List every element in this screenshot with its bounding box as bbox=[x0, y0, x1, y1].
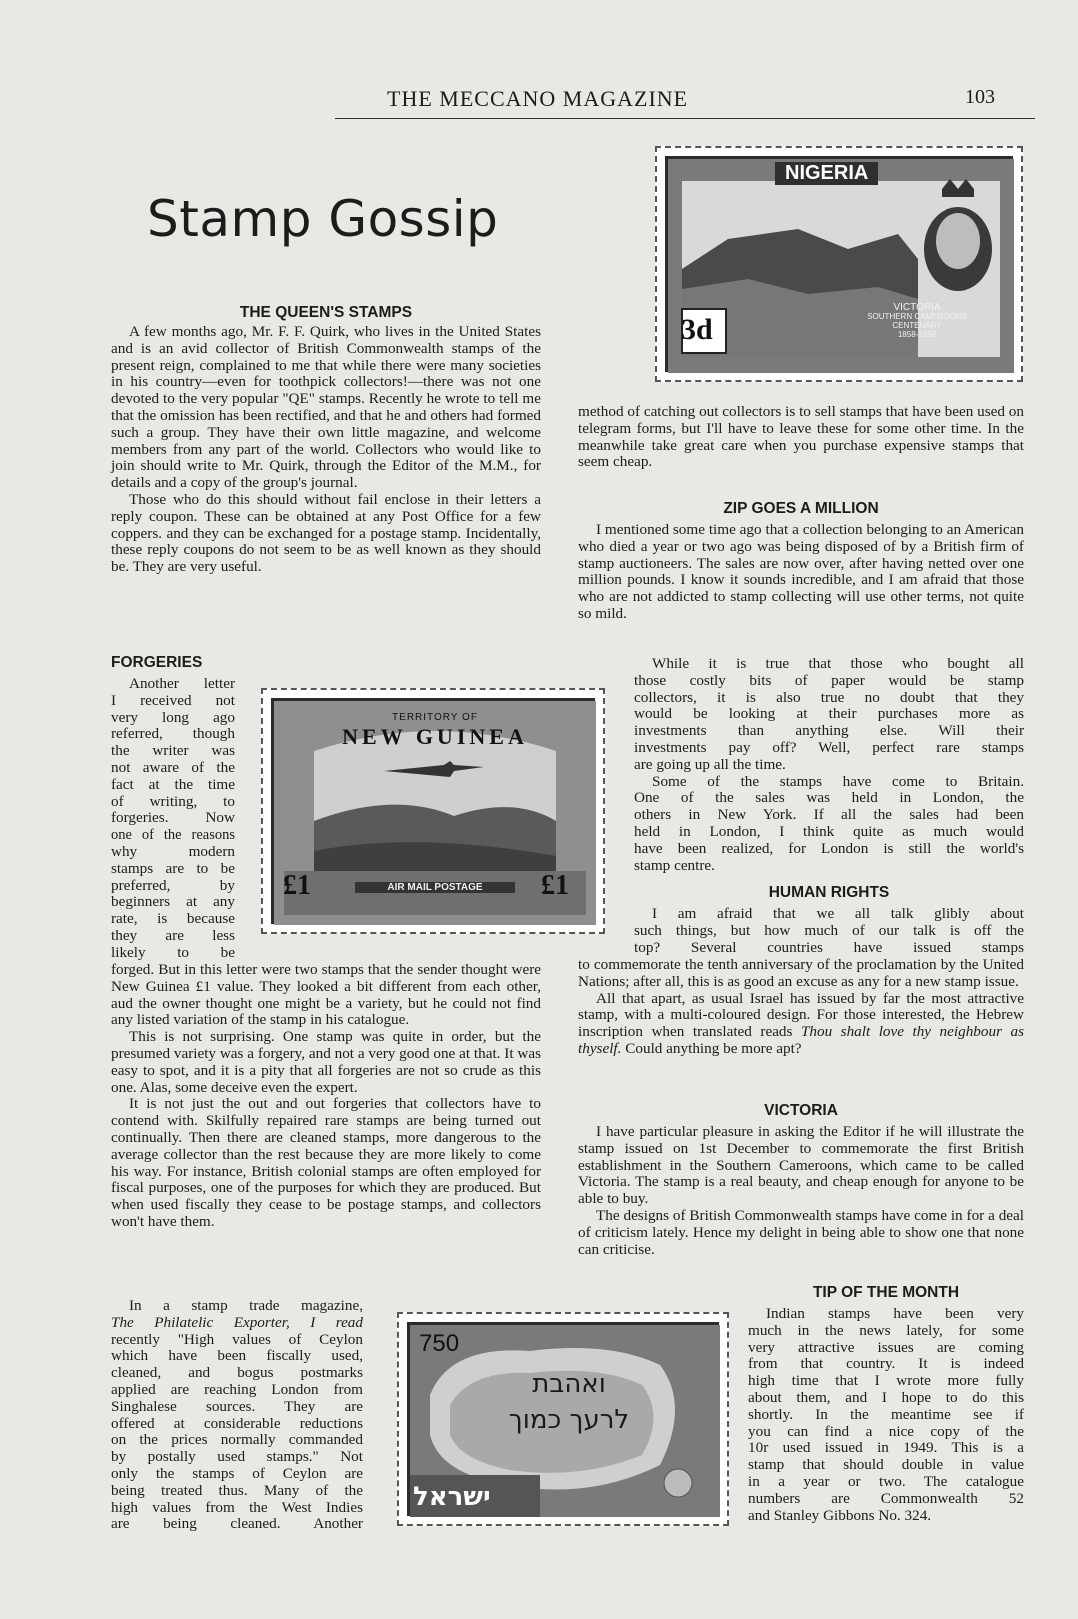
new-guinea-stamp-image bbox=[261, 688, 605, 934]
human-rights-wrap-text: I am afraid that we all talk glibly about such things, but how much of our talk is off the top? Several countries have issued stamps bbox=[634, 905, 1024, 956]
heading-tip-of-the-month: TIP OF THE MONTH bbox=[812, 1284, 960, 1301]
paragraph: A few months ago, Mr. F. F. Quirk, who lives in the United States and is an avid collector of British Commonwealth stamps of the present reign, complained to me that while there were many societies in his country—even for toothpick collectors!—there was not one devoted to the very popular "QE" stamps. Recently he wrote to tell me that the omission has been rectified, and that he and others had formed such a group. They have their own little magazine, and welcome members from any part of the world. Collectors who would like to join should write to Mr. Quirk, through the Editor of the M.M., for details and a copy of the group's journal. bbox=[111, 323, 541, 492]
heading-queens-stamps: THE QUEEN'S STAMPS bbox=[239, 304, 413, 321]
victoria-body bbox=[578, 1124, 1024, 1258]
paragraph: I have particular pleasure in asking the Editor if he will illustrate the stamp issued on 1st December to commemorate the first British establishment in the Southern Cameroons, which came to be called Victoria. The stamp is a real beauty, and cheap enough for anyone to be able to buy. bbox=[578, 1123, 1024, 1208]
israel-stamp-image bbox=[397, 1312, 729, 1526]
zip-body bbox=[578, 522, 1024, 623]
queens-stamps-body bbox=[111, 324, 541, 576]
heading-victoria: VICTORIA bbox=[764, 1102, 838, 1119]
israel-value-label: 750 bbox=[419, 1330, 460, 1357]
nigeria-country-label: NIGERIA bbox=[775, 162, 878, 185]
paragraph: All that apart, as usual Israel has issued by far the most attractive stamp, with a multi-coloured design. For those interested, the Hebrew inscription when translated reads Thou shalt love thy neighbour as thyself. Could anything be more apt? bbox=[578, 989, 1024, 1057]
new-guinea-value-right: £1 bbox=[541, 870, 569, 901]
paragraph: I mentioned some time ago that a collection belonging to an American who died a year or two ago was being disposed of by a British firm of stamp auctioneers. The sales are now over, after having netted over one million pounds. I know it sounds incredible, and I am afraid that those who are not addicted to stamp collecting will use other terms, not quite so mild. bbox=[578, 521, 1024, 622]
nigeria-stamp-image bbox=[655, 146, 1023, 382]
paragraph: forged. But in this letter were two stamps that the sender thought were New Guinea £1 value. They looked a bit different from each other, aud the owner thought one might be a variety, but he could not find any listed variation of the stamp in his catalogue. bbox=[111, 961, 541, 1029]
paragraph: It is not just the out and out forgeries that collectors have to contend with. Skilfully repaired rare stamps are being turned out continually. Then there are cleaned stamps, more dangerous to the average collector than the rest because they are more likely to come his way. For instance, British colonial stamps are often employed for fiscal purposes, one of the purposes for which they are produced. But when used fiscally they cease to be postage stamps, and collectors won't have them. bbox=[111, 1095, 541, 1230]
human-rights-body bbox=[578, 957, 1024, 1058]
article-title: Stamp Gossip bbox=[147, 190, 499, 248]
new-guinea-country-label: NEW GUINEA bbox=[342, 724, 528, 749]
forgeries-ceylon-text: In a stamp trade magazine, The Philatelic Exporter, I read recently "High values of Ceylon which have been fiscally used, cleaned, and bogus postmarks applied are reaching London from Singhalese sources. They are offered at considerable reductions on the prices normally commanded by postally used stamps." Not only the stamps of Ceylon are being treated thus. Many of the high values from the West Indies are being cleaned. Another bbox=[111, 1297, 363, 1533]
paragraph: to commemorate the tenth anniversary of the proclamation by the United Nations; after all, this is as good an excuse as any for a new stamp issue. bbox=[578, 956, 1024, 990]
right-continuation bbox=[578, 404, 1024, 471]
paragraph: Those who do this should without fail enclose in their letters a reply coupon. These can be obtained at any Post Office for a few coppers. and they can be exchanged for a postage stamp. Incidentally, these reply coupons do not seem to be as well known as they should be. They are very useful. bbox=[111, 490, 541, 576]
header-rule bbox=[335, 118, 1035, 119]
tip-body: Indian stamps have been very much in the news lately, for some very attractive issues are coming from that country. It is indeed high time that I wrote more fully about them, and I hope to do this shortly. In the meantime see if you can find a nice copy of the 10r used issued in 1949. This is a stamp that should double in value in a year or two. The catalogue numbers are Commonwealth 52 and Stanley Gibbons No. 324. bbox=[748, 1305, 1024, 1524]
forgeries-body bbox=[111, 962, 541, 1231]
paragraph: method of catching out collectors is to sell stamps that have been used on telegram forms, but I'll have to leave these for some other time. In the meanwhile take great care when you purchase expensive stamps that seem cheap. bbox=[578, 403, 1024, 471]
nigeria-value-label: 3d bbox=[681, 313, 713, 346]
forgeries-wrap-text: Another letter I received not very long ago referred, though the writer was not aware of the fact at the time of writing, to forgeries. Now one of the reasons why modern stamps are to be preferred, by beginners at any rate, is because they are less likely to be bbox=[111, 675, 235, 961]
new-guinea-value-left: £1 bbox=[283, 870, 311, 901]
nigeria-inscription: VICTORIA SOUTHERN CAMEROONS CENTENARY 1858-1958 bbox=[867, 302, 967, 339]
heading-human-rights: HUMAN RIGHTS bbox=[768, 884, 890, 901]
zip-wrap-text: While it is true that those who bought all those costly bits of paper would be stamp collectors, it is also true no doubt that they would be looking at their purchases more as investments than anything else. Will their investments pay off? Well, perfect rare stamps are going up all the time. Some of the stamps have come to Britain. One of the sales was held in London, the others in New York. If all the sales had been held in London, I think quite as much would have been realized, for London is still the world's stamp centre. bbox=[634, 655, 1024, 874]
heading-zip-goes-a-million: ZIP GOES A MILLION bbox=[723, 500, 879, 517]
paragraph: The designs of British Commonwealth stamps have come in for a deal of criticism lately. Hence my delight in being able to show one that none can criticise. bbox=[578, 1206, 1024, 1258]
new-guinea-territory-label: TERRITORY OF bbox=[392, 712, 478, 723]
magazine-title: THE MECCANO MAGAZINE bbox=[387, 86, 689, 111]
heading-forgeries: FORGERIES bbox=[111, 654, 203, 671]
page-number: 103 bbox=[965, 86, 995, 108]
israel-country-label: ישראל bbox=[413, 1482, 491, 1512]
paragraph: This is not surprising. One stamp was quite in order, but the presumed variety was a forgery, and not a very good one at that. It was easy to spot, and it is a pity that all forgeries are not so crude as this one. Alas, some deceive even the expert. bbox=[111, 1028, 541, 1096]
new-guinea-banner-label: AIR MAIL POSTAGE bbox=[355, 882, 515, 893]
israel-hebrew-inscription: ואהבת לרעך כמוך bbox=[508, 1369, 630, 1435]
